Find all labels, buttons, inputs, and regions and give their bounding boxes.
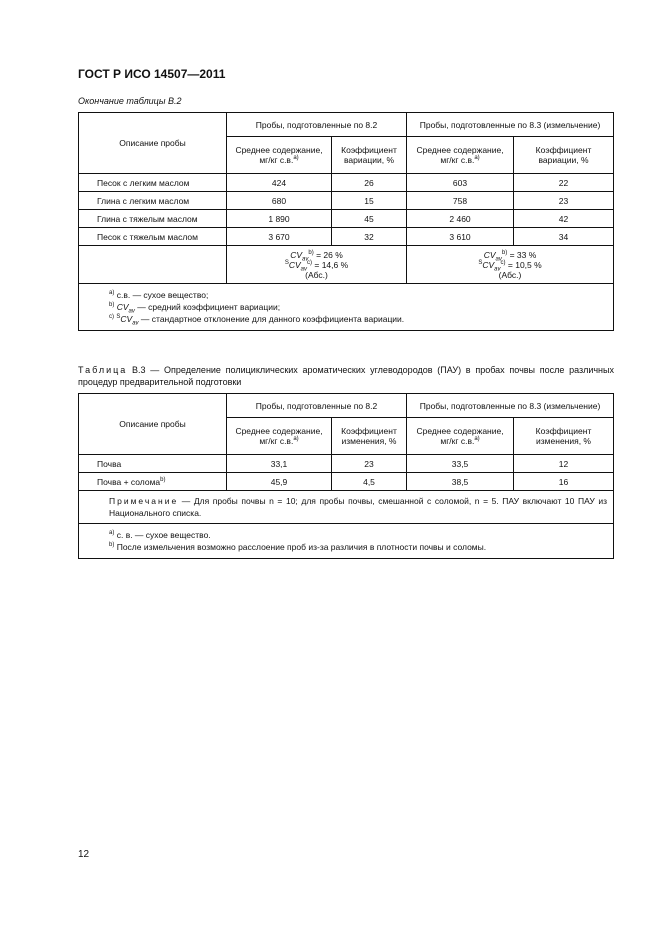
row-label: Почва [79, 455, 227, 473]
col-mean: Среднее содержание, мг/кг с.в.$^{a)}$ [407, 137, 514, 174]
footnote-b: $^{b)}$ $CV_{av}$ — средний коэффициент вариации; [109, 302, 281, 315]
document-header: ГОСТ Р ИСО 14507—2011 [78, 67, 226, 81]
page-number: 12 [78, 849, 90, 860]
table-b3 [78, 393, 614, 559]
cell-value: 33,5 [407, 455, 514, 473]
footnote-b: $^{b)}$ После измельчения возможно расслоение проб из-за различия в плотности почвы и соломы. [109, 542, 487, 552]
cell-value: 42 [514, 210, 614, 228]
col-group-8-2: Пробы, подготовленные по 8.2 [227, 394, 407, 418]
note-row [79, 491, 614, 524]
col-coef: Коэффициент изменения, % [514, 418, 614, 455]
table-b2-end [78, 112, 614, 331]
col-mean: Среднее содержание, мг/кг с.в.$^{a)}$ [227, 137, 332, 174]
cell-value: 4,5 [332, 473, 407, 491]
footnote-a: $^{a)}$ с. в. — сухое вещество. [109, 530, 211, 540]
row-label: Глина с тяжелым маслом [79, 210, 227, 228]
summary-8-3: $CV_{av}^{b)} = 33$ % $^SCV_{av}^{c)} = 10,5$ % (Абс.) [407, 246, 614, 284]
cell-value: 22 [514, 174, 614, 192]
row-label: Песок с легким маслом [79, 174, 227, 192]
footnotes [79, 524, 614, 559]
cell-value: 23 [332, 455, 407, 473]
col-coef: Коэффициент вариации, % [332, 137, 407, 174]
table-row [79, 228, 614, 246]
table-caption-continuation: Окончание таблицы В.2 [78, 96, 182, 106]
cell-value: 23 [514, 192, 614, 210]
cell-value: 15 [332, 192, 407, 210]
cell-value: 424 [227, 174, 332, 192]
cell-value: 758 [407, 192, 514, 210]
col-group-8-3: Пробы, подготовленные по 8.3 (измельчение) [407, 113, 614, 137]
col-coef: Коэффициент вариации, % [514, 137, 614, 174]
col-mean: Среднее содержание, мг/кг с.в.$^{a)}$ [407, 418, 514, 455]
col-group-8-2: Пробы, подготовленные по 8.2 [227, 113, 407, 137]
table-note: Примечание — Для пробы почвы n = 10; для пробы почвы, смешанной с соломой, n = 5. ПАУ включают 10 ПАУ из Национального списка. [79, 491, 614, 524]
cell-value: 38,5 [407, 473, 514, 491]
cell-value: 34 [514, 228, 614, 246]
cell-value: 603 [407, 174, 514, 192]
footnote-c: $^{c)}$ $^SCV_{av}$ — стандартное отклонение для данного коэффициента вариации. [109, 314, 405, 327]
col-mean: Среднее содержание, мг/кг с.в.$^{a)}$ [227, 418, 332, 455]
cell-value: 45 [332, 210, 407, 228]
cell-value: 3 610 [407, 228, 514, 246]
cell-value: 12 [514, 455, 614, 473]
row-label: Почва + солома$^{b)}$ [79, 473, 227, 491]
summary-8-2: $CV_{av}^{b)} = 26$ % $^SCV_{av}^{c)} = 14,6$ % (Абс.) [227, 246, 407, 284]
footnotes-row [79, 284, 614, 331]
cell-value: 16 [514, 473, 614, 491]
cell-value: 33,1 [227, 455, 332, 473]
col-coef: Коэффициент изменения, % [332, 418, 407, 455]
col-header-description: Описание пробы [79, 113, 227, 174]
table-row [79, 473, 614, 491]
table-row [79, 455, 614, 473]
col-group-8-3: Пробы, подготовленные по 8.3 (измельчение) [407, 394, 614, 418]
cell-value: 1 890 [227, 210, 332, 228]
row-label: Глина с легким маслом [79, 192, 227, 210]
footnote-a: $^{a)}$ с.в. — сухое вещество; [109, 290, 209, 300]
cell-value: 2 460 [407, 210, 514, 228]
table-row [79, 210, 614, 228]
cell-value: 32 [332, 228, 407, 246]
table-row [79, 192, 614, 210]
footnotes [79, 284, 614, 331]
cell-value: 26 [332, 174, 407, 192]
table-row [79, 174, 614, 192]
cell-value: 45,9 [227, 473, 332, 491]
footnotes-row [79, 524, 614, 559]
cell-value: 680 [227, 192, 332, 210]
cell-value: 3 670 [227, 228, 332, 246]
table-b3-caption: Таблица В.3 — Определение полициклических ароматических углеводородов (ПАУ) в пробах почвы после различных процедур предварительной подготовки [78, 365, 614, 387]
row-label: Песок с тяжелым маслом [79, 228, 227, 246]
col-header-description: Описание пробы [79, 394, 227, 455]
empty-cell [79, 246, 227, 284]
summary-row [79, 246, 614, 284]
